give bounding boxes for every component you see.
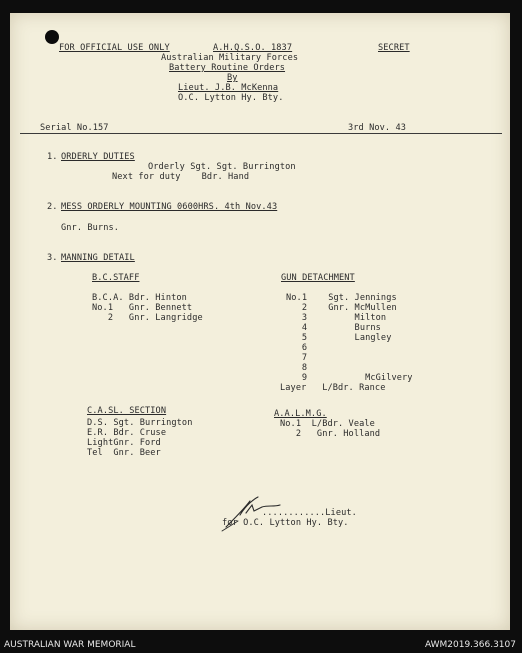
gun-detachment-row: 9 McGilvery	[286, 373, 413, 383]
casl-section-row: D.S. Sgt. Burrington	[87, 418, 193, 428]
gun-detachment-row: 3 Milton	[286, 313, 387, 323]
section-1-title: ORDERLY DUTIES	[61, 152, 135, 162]
footer-left: AUSTRALIAN WAR MEMORIAL	[4, 640, 136, 650]
header-line-3: By	[227, 73, 238, 83]
document-page	[10, 13, 510, 630]
bc-staff-row: No.1 Gnr. Bennett	[92, 303, 193, 313]
aalmg-row: No.1 L/Bdr. Veale	[280, 419, 375, 429]
casl-section-row: E.R. Bdr. Cruse	[87, 428, 167, 438]
gun-detachment-row: 8	[286, 363, 308, 373]
casl-section-row: Tel Gnr. Beer	[87, 448, 161, 458]
gun-detachment-row: 6	[286, 343, 308, 353]
classification-left: FOR OFFICIAL USE ONLY	[59, 43, 170, 53]
aalmg-row: 2 Gnr. Holland	[280, 429, 381, 439]
section-2-number: 2.	[47, 202, 58, 212]
bc-staff-row: 2 Gnr. Langridge	[92, 313, 203, 323]
header-line-5: O.C. Lytton Hy. Bty.	[178, 93, 284, 103]
gun-detachment-row: 7	[286, 353, 308, 363]
casl-section-title: C.A.SL. SECTION	[87, 406, 167, 416]
aalmg-title: A.A.L.M.G.	[274, 409, 327, 419]
serial-number: Serial No.157	[40, 123, 109, 133]
bc-staff-row: B.C.A. Bdr. Hinton	[92, 293, 187, 303]
header-line-1: Australian Military Forces	[161, 53, 299, 63]
gun-detachment-row: Layer L/Bdr. Rance	[280, 383, 386, 393]
section-1-line-1: Orderly Sgt. Sgt. Burrington	[148, 162, 296, 172]
section-1-line-2: Next for duty Bdr. Hand	[112, 172, 250, 182]
divider-rule	[20, 133, 502, 134]
section-1-number: 1.	[47, 152, 58, 162]
gun-detachment-row: 2 Gnr. McMullen	[286, 303, 397, 313]
section-2-body: Gnr. Burns.	[61, 223, 120, 233]
footer-right: AWM2019.366.3107	[424, 640, 516, 650]
bc-staff-title: B.C.STAFF	[92, 273, 140, 283]
casl-section-row: LightGnr. Ford	[87, 438, 161, 448]
section-3-title: MANNING DETAIL	[61, 253, 135, 263]
header-line-4: Lieut. J.B. McKenna	[178, 83, 279, 93]
gun-detachment-row: 5 Langley	[286, 333, 392, 343]
gun-detachment-row: No.1 Sgt. Jennings	[286, 293, 397, 303]
classification-right: SECRET	[378, 43, 410, 53]
section-2-title: MESS ORDERLY MOUNTING 0600HRS. 4th Nov.43	[61, 202, 278, 212]
header-line-2: Battery Routine Orders	[169, 63, 286, 73]
signature-line: ............Lieut.	[262, 508, 357, 518]
serial-date: 3rd Nov. 43	[348, 123, 407, 133]
reference-number: A.H.Q.S.O. 1837	[213, 43, 293, 53]
gun-detachment-row: 4 Burns	[286, 323, 381, 333]
punch-hole	[45, 30, 59, 44]
signature-for: for O.C. Lytton Hy. Bty.	[222, 518, 349, 528]
gun-detachment-title: GUN DETACHMENT	[281, 273, 355, 283]
section-3-number: 3.	[47, 253, 58, 263]
